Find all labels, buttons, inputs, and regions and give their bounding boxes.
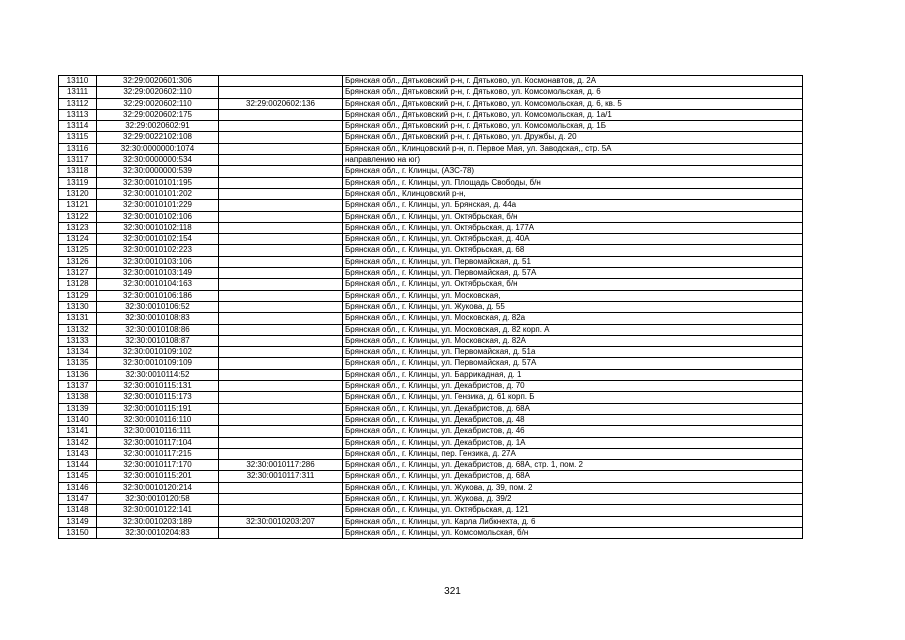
- cadastral-number-cell: 32:30:0010116:111: [97, 426, 219, 437]
- related-cadastral-number-cell: [219, 426, 343, 437]
- cadastral-number-cell: 32:30:0010114:52: [97, 369, 219, 380]
- row-number-cell: 13149: [59, 516, 97, 527]
- registry-table: [58, 75, 803, 539]
- cadastral-number-cell: 32:30:0010101:195: [97, 177, 219, 188]
- related-cadastral-number-cell: [219, 358, 343, 369]
- related-cadastral-number-cell: [219, 505, 343, 516]
- cadastral-number-cell: 32:30:0010102:154: [97, 234, 219, 245]
- cadastral-number-cell: 32:29:0020602:175: [97, 109, 219, 120]
- address-cell: Брянская обл., г. Клинцы, ул. Жукова, д. 39, пом. 2: [343, 482, 803, 493]
- related-cadastral-number-cell: [219, 448, 343, 459]
- table-row: [59, 98, 803, 109]
- row-number-cell: 13134: [59, 347, 97, 358]
- related-cadastral-number-cell: [219, 347, 343, 358]
- related-cadastral-number-cell: [219, 121, 343, 132]
- address-cell: Брянская обл., г. Клинцы, ул. Московская,: [343, 290, 803, 301]
- cadastral-number-cell: 32:30:0010204:83: [97, 527, 219, 538]
- related-cadastral-number-cell: [219, 369, 343, 380]
- related-cadastral-number-cell: [219, 527, 343, 538]
- cadastral-number-cell: 32:30:0010108:86: [97, 324, 219, 335]
- related-cadastral-number-cell: 32:30:0010117:286: [219, 460, 343, 471]
- row-number-cell: 13143: [59, 448, 97, 459]
- related-cadastral-number-cell: [219, 290, 343, 301]
- related-cadastral-number-cell: [219, 109, 343, 120]
- address-cell: Брянская обл., г. Клинцы, ул. Декабристов, д. 68А, стр. 1, пом. 2: [343, 460, 803, 471]
- address-cell: Брянская обл., г. Клинцы, ул. Октябрьская, д. 68: [343, 245, 803, 256]
- related-cadastral-number-cell: [219, 222, 343, 233]
- related-cadastral-number-cell: [219, 211, 343, 222]
- related-cadastral-number-cell: [219, 279, 343, 290]
- cadastral-number-cell: 32:30:0010117:104: [97, 437, 219, 448]
- table-row: [59, 403, 803, 414]
- cadastral-number-cell: 32:30:0010109:109: [97, 358, 219, 369]
- address-cell: Брянская обл., г. Клинцы, ул. Декабристов, д. 68А: [343, 471, 803, 482]
- row-number-cell: 13127: [59, 268, 97, 279]
- cadastral-number-cell: 32:30:0010115:173: [97, 392, 219, 403]
- cadastral-number-cell: 32:30:0010120:58: [97, 493, 219, 504]
- related-cadastral-number-cell: [219, 200, 343, 211]
- cadastral-number-cell: 32:30:0010109:102: [97, 347, 219, 358]
- address-cell: Брянская обл., Дятьковский р-н, г. Дятьково, ул. Комсомольская, д. 1а/1: [343, 109, 803, 120]
- table-row: [59, 448, 803, 459]
- related-cadastral-number-cell: 32:29:0020602:136: [219, 98, 343, 109]
- cadastral-number-cell: 32:30:0010104:163: [97, 279, 219, 290]
- address-cell: Брянская обл., г. Клинцы, ул. Первомайская, д. 57А: [343, 268, 803, 279]
- address-cell: направлению на юг): [343, 155, 803, 166]
- page-number: 321: [444, 586, 461, 597]
- address-cell: Брянская обл., Дятьковский р-н, г. Дятьково, ул. Комсомольская, д. 6: [343, 87, 803, 98]
- row-number-cell: 13141: [59, 426, 97, 437]
- row-number-cell: 13137: [59, 381, 97, 392]
- table-row: [59, 155, 803, 166]
- address-cell: Брянская обл., г. Клинцы, ул. Жукова, д. 39/2: [343, 493, 803, 504]
- address-cell: Брянская обл., г. Клинцы, ул. Московская, д. 82а: [343, 313, 803, 324]
- table-row: [59, 527, 803, 538]
- row-number-cell: 13114: [59, 121, 97, 132]
- cadastral-number-cell: 32:29:0020602:110: [97, 87, 219, 98]
- address-cell: Брянская обл., г. Клинцы, ул. Октябрьская, д. 40А: [343, 234, 803, 245]
- related-cadastral-number-cell: [219, 76, 343, 87]
- related-cadastral-number-cell: [219, 132, 343, 143]
- row-number-cell: 13124: [59, 234, 97, 245]
- cadastral-number-cell: 32:30:0010102:223: [97, 245, 219, 256]
- address-cell: Брянская обл., г. Клинцы, ул. Комсомольская, б/н: [343, 527, 803, 538]
- related-cadastral-number-cell: [219, 414, 343, 425]
- cadastral-number-cell: 32:30:0010102:118: [97, 222, 219, 233]
- address-cell: Брянская обл., г. Клинцы, ул. Первомайская, д. 51: [343, 256, 803, 267]
- cadastral-number-cell: 32:29:0020602:110: [97, 98, 219, 109]
- address-cell: Брянская обл., г. Клинцы, ул. Первомайская, д. 51а: [343, 347, 803, 358]
- table-row: [59, 335, 803, 346]
- row-number-cell: 13112: [59, 98, 97, 109]
- table-row: [59, 482, 803, 493]
- address-cell: Брянская обл., г. Клинцы, ул. Баррикадная, д. 1: [343, 369, 803, 380]
- cadastral-number-cell: 32:30:0010115:191: [97, 403, 219, 414]
- related-cadastral-number-cell: [219, 313, 343, 324]
- address-cell: Брянская обл., г. Клинцы, ул. Декабристов, д. 46: [343, 426, 803, 437]
- table-row: [59, 381, 803, 392]
- row-number-cell: 13118: [59, 166, 97, 177]
- related-cadastral-number-cell: 32:30:0010117:311: [219, 471, 343, 482]
- address-cell: Брянская обл., г. Клинцы, ул. Карла Либкнехта, д. 6: [343, 516, 803, 527]
- row-number-cell: 13131: [59, 313, 97, 324]
- table-row: [59, 426, 803, 437]
- table-row: [59, 324, 803, 335]
- related-cadastral-number-cell: [219, 335, 343, 346]
- row-number-cell: 13117: [59, 155, 97, 166]
- table-row: [59, 109, 803, 120]
- table-row: [59, 121, 803, 132]
- table-row: [59, 369, 803, 380]
- address-cell: Брянская обл., г. Клинцы, ул. Октябрьская, б/н: [343, 279, 803, 290]
- row-number-cell: 13115: [59, 132, 97, 143]
- row-number-cell: 13140: [59, 414, 97, 425]
- table-row: [59, 200, 803, 211]
- address-cell: Брянская обл., г. Клинцы, ул. Гензика, д. 61 корп. Б: [343, 392, 803, 403]
- address-cell: Брянская обл., г. Клинцы, ул. Октябрьская, д. 121: [343, 505, 803, 516]
- cadastral-number-cell: 32:29:0020602:91: [97, 121, 219, 132]
- row-number-cell: 13146: [59, 482, 97, 493]
- registry-table-body: [59, 76, 803, 539]
- related-cadastral-number-cell: [219, 143, 343, 154]
- table-row: [59, 290, 803, 301]
- row-number-cell: 13110: [59, 76, 97, 87]
- cadastral-number-cell: 32:30:0000000:534: [97, 155, 219, 166]
- cadastral-number-cell: 32:30:0010203:189: [97, 516, 219, 527]
- row-number-cell: 13113: [59, 109, 97, 120]
- row-number-cell: 13116: [59, 143, 97, 154]
- table-row: [59, 268, 803, 279]
- cadastral-number-cell: 32:29:0022102:108: [97, 132, 219, 143]
- cadastral-number-cell: 32:30:0000000:1074: [97, 143, 219, 154]
- table-row: [59, 347, 803, 358]
- table-row: [59, 234, 803, 245]
- row-number-cell: 13132: [59, 324, 97, 335]
- related-cadastral-number-cell: [219, 493, 343, 504]
- address-cell: Брянская обл., г. Клинцы, ул. Октябрьская, д. 177А: [343, 222, 803, 233]
- address-cell: Брянская обл., Дятьковский р-н, г. Дятьково, ул. Космонавтов, д. 2А: [343, 76, 803, 87]
- row-number-cell: 13129: [59, 290, 97, 301]
- table-row: [59, 166, 803, 177]
- row-number-cell: 13128: [59, 279, 97, 290]
- row-number-cell: 13121: [59, 200, 97, 211]
- row-number-cell: 13147: [59, 493, 97, 504]
- row-number-cell: 13136: [59, 369, 97, 380]
- address-cell: Брянская обл., Дятьковский р-н, г. Дятьково, ул. Дружбы, д. 20: [343, 132, 803, 143]
- address-cell: Брянская обл., г. Клинцы, (АЗС-78): [343, 166, 803, 177]
- row-number-cell: 13120: [59, 188, 97, 199]
- row-number-cell: 13138: [59, 392, 97, 403]
- table-row: [59, 143, 803, 154]
- cadastral-number-cell: 32:30:0010117:215: [97, 448, 219, 459]
- cadastral-number-cell: 32:30:0010116:110: [97, 414, 219, 425]
- address-cell: Брянская обл., Дятьковский р-н, г. Дятьково, ул. Комсомольская, д. 1Б: [343, 121, 803, 132]
- table-row: [59, 76, 803, 87]
- related-cadastral-number-cell: [219, 188, 343, 199]
- row-number-cell: 13122: [59, 211, 97, 222]
- address-cell: Брянская обл., г. Клинцы, ул. Московская, д. 82А: [343, 335, 803, 346]
- table-row: [59, 505, 803, 516]
- row-number-cell: 13130: [59, 301, 97, 312]
- row-number-cell: 13123: [59, 222, 97, 233]
- related-cadastral-number-cell: [219, 482, 343, 493]
- address-cell: Брянская обл., г. Клинцы, ул. Жукова, д. 55: [343, 301, 803, 312]
- related-cadastral-number-cell: [219, 87, 343, 98]
- related-cadastral-number-cell: 32:30:0010203:207: [219, 516, 343, 527]
- cadastral-number-cell: 32:30:0010106:186: [97, 290, 219, 301]
- address-cell: Брянская обл., г. Клинцы, ул. Декабристов, д. 48: [343, 414, 803, 425]
- table-row: [59, 222, 803, 233]
- cadastral-number-cell: 32:29:0020601:306: [97, 76, 219, 87]
- table-row: [59, 211, 803, 222]
- table-row: [59, 471, 803, 482]
- cadastral-number-cell: 32:30:0010106:52: [97, 301, 219, 312]
- table-row: [59, 279, 803, 290]
- related-cadastral-number-cell: [219, 166, 343, 177]
- related-cadastral-number-cell: [219, 437, 343, 448]
- row-number-cell: 13111: [59, 87, 97, 98]
- table-row: [59, 414, 803, 425]
- table-row: [59, 358, 803, 369]
- table-row: [59, 313, 803, 324]
- related-cadastral-number-cell: [219, 324, 343, 335]
- related-cadastral-number-cell: [219, 234, 343, 245]
- row-number-cell: 13148: [59, 505, 97, 516]
- related-cadastral-number-cell: [219, 403, 343, 414]
- cadastral-number-cell: 32:30:0010103:106: [97, 256, 219, 267]
- address-cell: Брянская обл., Клинцовский р-н,: [343, 188, 803, 199]
- related-cadastral-number-cell: [219, 301, 343, 312]
- address-cell: Брянская обл., Клинцовский р-н, п. Первое Мая, ул. Заводская,, стр. 5А: [343, 143, 803, 154]
- table-row: [59, 460, 803, 471]
- cadastral-number-cell: 32:30:0010108:83: [97, 313, 219, 324]
- table-row: [59, 87, 803, 98]
- table-row: [59, 437, 803, 448]
- row-number-cell: 13139: [59, 403, 97, 414]
- cadastral-number-cell: 32:30:0000000:539: [97, 166, 219, 177]
- table-row: [59, 177, 803, 188]
- row-number-cell: 13135: [59, 358, 97, 369]
- table-row: [59, 245, 803, 256]
- cadastral-number-cell: 32:30:0010115:201: [97, 471, 219, 482]
- table-row: [59, 516, 803, 527]
- row-number-cell: 13133: [59, 335, 97, 346]
- address-cell: Брянская обл., г. Клинцы, ул. Октябрьская, б/н: [343, 211, 803, 222]
- table-row: [59, 392, 803, 403]
- address-cell: Брянская обл., г. Клинцы, ул. Площадь Свободы, б/н: [343, 177, 803, 188]
- table-row: [59, 188, 803, 199]
- row-number-cell: 13144: [59, 460, 97, 471]
- table-row: [59, 132, 803, 143]
- address-cell: Брянская обл., г. Клинцы, ул. Брянская, д. 44а: [343, 200, 803, 211]
- cadastral-number-cell: 32:30:0010117:170: [97, 460, 219, 471]
- cadastral-number-cell: 32:30:0010115:131: [97, 381, 219, 392]
- row-number-cell: 13125: [59, 245, 97, 256]
- related-cadastral-number-cell: [219, 392, 343, 403]
- address-cell: Брянская обл., Дятьковский р-н, г. Дятьково, ул. Комсомольская, д. 6, кв. 5: [343, 98, 803, 109]
- table-row: [59, 256, 803, 267]
- row-number-cell: 13145: [59, 471, 97, 482]
- address-cell: Брянская обл., г. Клинцы, ул. Декабристов, д. 70: [343, 381, 803, 392]
- cadastral-number-cell: 32:30:0010101:202: [97, 188, 219, 199]
- related-cadastral-number-cell: [219, 268, 343, 279]
- related-cadastral-number-cell: [219, 177, 343, 188]
- related-cadastral-number-cell: [219, 381, 343, 392]
- row-number-cell: 13150: [59, 527, 97, 538]
- row-number-cell: 13142: [59, 437, 97, 448]
- cadastral-number-cell: 32:30:0010122:141: [97, 505, 219, 516]
- related-cadastral-number-cell: [219, 155, 343, 166]
- cadastral-number-cell: 32:30:0010108:87: [97, 335, 219, 346]
- related-cadastral-number-cell: [219, 245, 343, 256]
- table-row: [59, 301, 803, 312]
- cadastral-number-cell: 32:30:0010103:149: [97, 268, 219, 279]
- cadastral-number-cell: 32:30:0010101:229: [97, 200, 219, 211]
- address-cell: Брянская обл., г. Клинцы, ул. Декабристов, д. 68А: [343, 403, 803, 414]
- row-number-cell: 13126: [59, 256, 97, 267]
- cadastral-number-cell: 32:30:0010102:106: [97, 211, 219, 222]
- address-cell: Брянская обл., г. Клинцы, ул. Декабристов, д. 1А: [343, 437, 803, 448]
- cadastral-number-cell: 32:30:0010120:214: [97, 482, 219, 493]
- related-cadastral-number-cell: [219, 256, 343, 267]
- row-number-cell: 13119: [59, 177, 97, 188]
- table-row: [59, 493, 803, 504]
- address-cell: Брянская обл., г. Клинцы, ул. Первомайская, д. 57А: [343, 358, 803, 369]
- address-cell: Брянская обл., г. Клинцы, пер. Гензика, д. 27А: [343, 448, 803, 459]
- address-cell: Брянская обл., г. Клинцы, ул. Московская, д. 82 корп. А: [343, 324, 803, 335]
